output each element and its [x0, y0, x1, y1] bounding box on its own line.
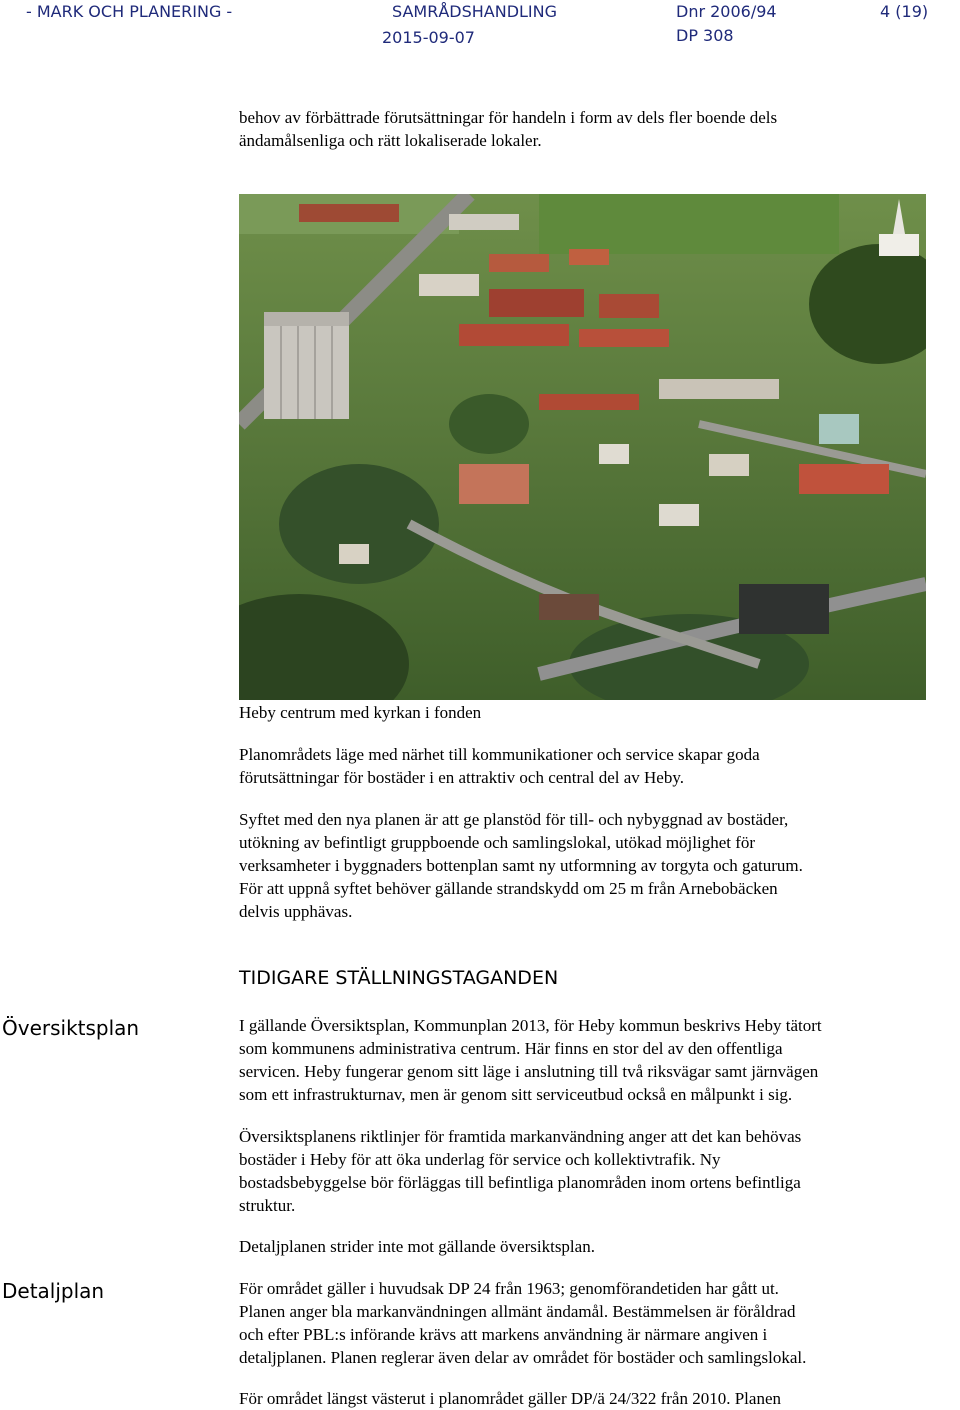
location-paragraph: Planområdets läge med närhet till kommunikationer och service skapar goda förutsättningar för bostäder i en attraktiv och central del av Heby.	[239, 745, 760, 787]
photo-caption: Heby centrum med kyrkan i fonden	[239, 703, 482, 722]
oversiktsplan-paragraph-2: Översiktsplanens riktlinjer för framtida markanvändning anger att det kan behövas bostäder i Heby för att öka underlag för service och kollektivtrafik. Ny bostadsbebyggelse bör förläggas till befintliga planområden inom ortens befintliga struktur.	[239, 1127, 802, 1215]
purpose-paragraph: Syftet med den nya planen är att ge planstöd för till- och nybyggnad av bostäder, utökning av befintligt gruppboende och samlingslokal, utökad möjlighet för verksamheter i byggnaders bottenplan samt ny utformning av torgyta och gaturum. För att uppnå syftet behöver gällande strandskydd om 25 m från Arnebobäcken delvis upphävas.	[239, 810, 803, 921]
header-dnr: Dnr 2006/94	[676, 2, 777, 21]
section-title: TIDIGARE STÄLLNINGSTAGANDEN	[239, 967, 559, 989]
oversiktsplan-heading: Översiktsplan	[2, 1016, 140, 1040]
header-section: - MARK OCH PLANERING -	[26, 2, 233, 21]
intro-paragraph: behov av förbättrade förutsättningar för handeln i form av dels fler boende dels ändamålsenliga och rätt lokaliserade lokaler.	[239, 108, 778, 150]
oversiktsplan-paragraph-1: I gällande Översiktsplan, Kommunplan 2013, för Heby kommun beskrivs Heby tätort som kommunens administrativa centrum. Här finns en stor del av den offentliga servicen. Heby fungerar genom sitt läge i anslutning till två riksvägar samt järnvägen som ett infrastrukturnav, men är genom sitt serviceutbud också en målpunkt i sig.	[239, 1016, 822, 1104]
header-dp: DP 308	[676, 26, 734, 45]
detaljplan-paragraph-1: För området gäller i huvudsak DP 24 från 1963; genomförandetiden har gått ut. Planen anger bla markanvändningen allmänt ändamål. Bestämmelsen är föråldrad och efter PBL:s införande krävs att markens användning är närmare angiven i detaljplanen. Planen reglerar även delar av området för bostäder och samlingslokal.	[239, 1279, 807, 1367]
oversiktsplan-paragraph-3: Detaljplanen strider inte mot gällande översiktsplan.	[239, 1237, 595, 1256]
detaljplan-paragraph-2: För området längst västerut i planområdet gäller DP/ä 24/322 från 2010. Planen	[239, 1389, 781, 1408]
aerial-photo	[239, 194, 926, 700]
header-date: 2015-09-07	[382, 28, 475, 47]
header-doc-type: SAMRÅDSHANDLING	[392, 2, 558, 21]
header-page-number: 4 (19)	[880, 2, 929, 21]
detaljplan-heading: Detaljplan	[2, 1279, 105, 1303]
